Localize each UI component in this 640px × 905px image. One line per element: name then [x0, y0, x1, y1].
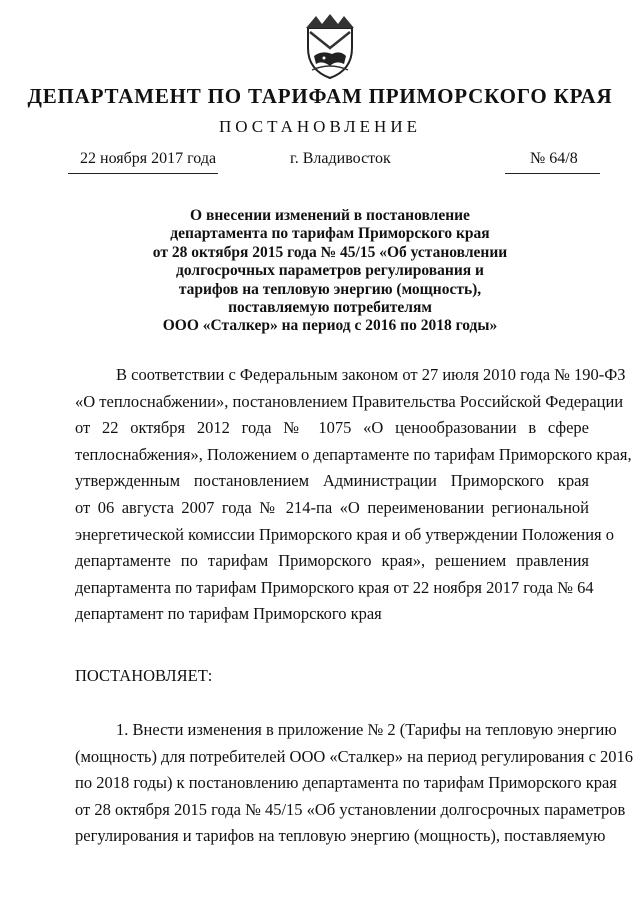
department-title: ДЕПАРТАМЕНТ ПО ТАРИФАМ ПРИМОРСКОГО КРАЯ — [27, 84, 613, 108]
text-line: департамент по тарифам Приморского края — [75, 604, 382, 624]
text-line: утвержденным постановлением Администрации Приморского края — [75, 471, 589, 491]
subject-line: тарифов на тепловую энергию (мощность), — [178, 280, 482, 298]
preamble-paragraph — [75, 362, 632, 628]
number-underline — [505, 173, 600, 174]
text-line: от 28 октября 2015 года № 45/15 «Об установлении долгосрочных параметров — [75, 799, 626, 819]
date-underline — [68, 173, 218, 174]
coat-of-arms-icon — [302, 14, 358, 80]
text-line: от 22 октября 2012 года № 1075 «О ценообразовании в сфере — [75, 418, 589, 438]
text-line: регулирования и тарифов на тепловую энергию (мощность), поставляемую — [75, 826, 606, 846]
text-line: теплоснабжения», Положением о департаменте по тарифам Приморского края, — [75, 444, 632, 464]
subject-line: О внесении изменений в постановление — [190, 207, 470, 224]
document-subject — [120, 207, 540, 336]
text-line: «О теплоснабжении», постановлением Правительства Российской Федерации — [75, 391, 624, 411]
text-line: энергетической комиссии Приморского края и об утверждении Положения о — [75, 524, 615, 544]
text-line: департамента по тарифам Приморского края от 22 ноября 2017 года № 64 — [75, 577, 594, 597]
document-date: 22 ноября 2017 года — [80, 150, 217, 167]
subject-line: поставляемую потребителям — [228, 299, 432, 317]
subject-line: долгосрочных параметров регулирования и — [176, 262, 484, 280]
subject-line: ООО «Сталкер» на период с 2016 по 2018 годы» — [162, 317, 498, 335]
document-city: г. Владивосток — [290, 150, 391, 167]
text-line: В соответствии с Федеральным законом от 27 июля 2010 года № 190-ФЗ — [116, 365, 626, 384]
document-number: № 64/8 — [530, 150, 578, 167]
text-line: департаменте по тарифам Приморского края», решением правления — [75, 551, 589, 571]
text-line: по 2018 годы) к постановлению департамента по тарифам Приморского края — [75, 773, 617, 793]
item-1-paragraph — [75, 717, 634, 850]
subject-line: департамента по тарифам Приморского края — [170, 225, 490, 243]
text-line: 1. Внести изменения в приложение № 2 (Тарифы на тепловую энергию — [116, 720, 617, 739]
text-line: (мощность) для потребителей ООО «Сталкер» на период регулирования с 2016 — [75, 746, 634, 766]
document-kind: ПОСТАНОВЛЕНИЕ — [218, 117, 421, 136]
resolves-heading: ПОСТАНОВЛЯЕТ: — [75, 666, 213, 685]
text-line: от 06 августа 2007 года № 214-па «О переименовании региональной — [75, 497, 589, 517]
subject-line: от 28 октября 2015 года № 45/15 «Об установлении — [152, 243, 508, 261]
